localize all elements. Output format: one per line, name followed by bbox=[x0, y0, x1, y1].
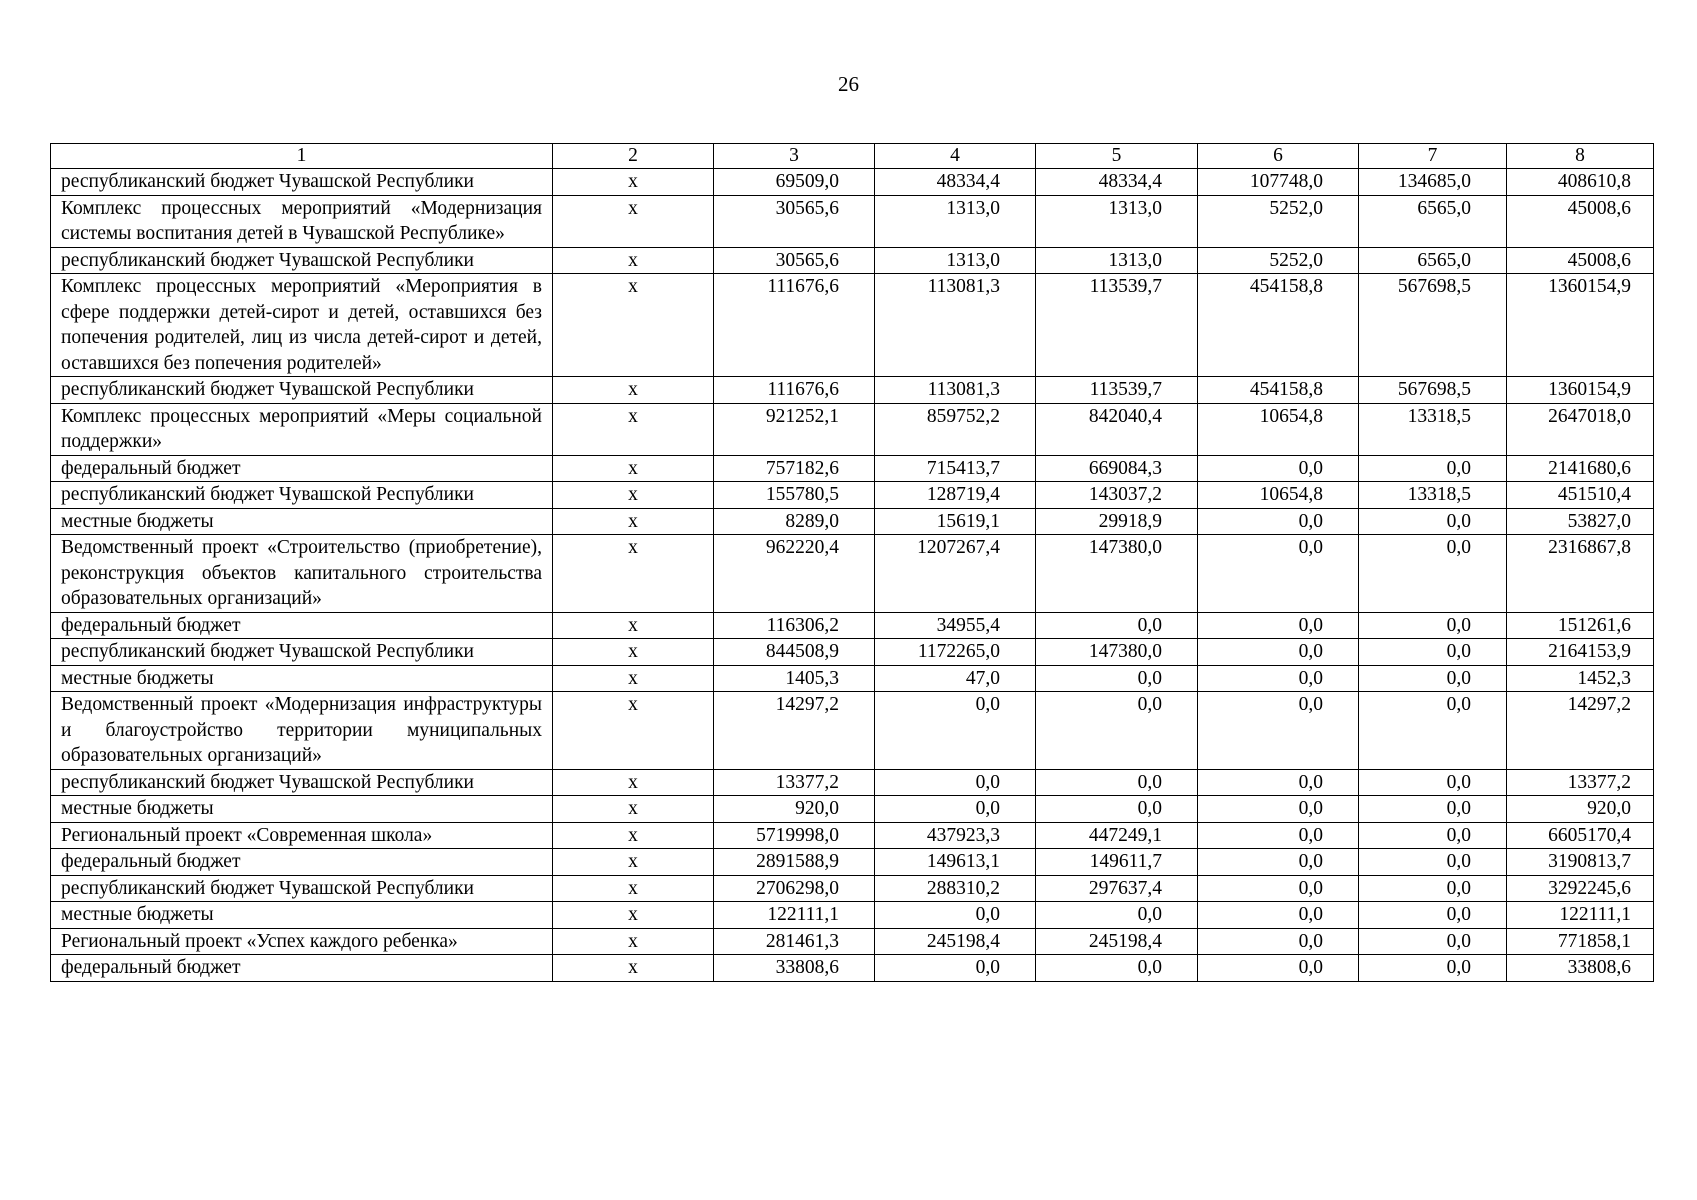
table-cell-value: 128719,4 bbox=[875, 482, 1036, 509]
table-cell-value: 13377,2 bbox=[714, 769, 875, 796]
table-cell-total: 45008,6 bbox=[1507, 195, 1654, 247]
table-cell-value: 245198,4 bbox=[1036, 928, 1198, 955]
column-header: 5 bbox=[1036, 144, 1198, 169]
table-cell-value: 5719998,0 bbox=[714, 822, 875, 849]
table-cell-code: х bbox=[553, 247, 714, 274]
column-header: 4 bbox=[875, 144, 1036, 169]
column-header: 3 bbox=[714, 144, 875, 169]
table-cell-value: 33808,6 bbox=[714, 955, 875, 982]
table-row bbox=[51, 665, 1654, 692]
table-cell-code: х bbox=[553, 169, 714, 196]
table-cell-code: х bbox=[553, 639, 714, 666]
table-row bbox=[51, 482, 1654, 509]
table-cell-value: 715413,7 bbox=[875, 455, 1036, 482]
budget-item-name: Региональный проект «Современная школа» bbox=[51, 822, 553, 849]
table-cell-value: 0,0 bbox=[1198, 612, 1359, 639]
table-cell-value: 962220,4 bbox=[714, 535, 875, 613]
table-cell-value: 116306,2 bbox=[714, 612, 875, 639]
table-cell-value: 113081,3 bbox=[875, 274, 1036, 377]
table-cell-value: 30565,6 bbox=[714, 195, 875, 247]
table-cell-value: 149611,7 bbox=[1036, 849, 1198, 876]
table-row bbox=[51, 274, 1654, 377]
table-cell-value: 0,0 bbox=[1198, 955, 1359, 982]
table-cell-total: 14297,2 bbox=[1507, 692, 1654, 770]
table-cell-value: 0,0 bbox=[1198, 639, 1359, 666]
table-cell-value: 0,0 bbox=[1359, 665, 1507, 692]
page-number: 26 bbox=[838, 72, 859, 96]
table-cell-value: 0,0 bbox=[1359, 455, 1507, 482]
table-cell-code: х bbox=[553, 822, 714, 849]
table-cell-value: 0,0 bbox=[1359, 955, 1507, 982]
table-cell-value: 567698,5 bbox=[1359, 274, 1507, 377]
table-cell-value: 281461,3 bbox=[714, 928, 875, 955]
table-cell-total: 2316867,8 bbox=[1507, 535, 1654, 613]
table-cell-value: 34955,4 bbox=[875, 612, 1036, 639]
table-cell-value: 842040,4 bbox=[1036, 403, 1198, 455]
table-cell-value: 437923,3 bbox=[875, 822, 1036, 849]
table-body bbox=[51, 169, 1654, 982]
table-cell-value: 10654,8 bbox=[1198, 482, 1359, 509]
budget-item-name: Комплекс процессных мероприятий «Модернизация системы воспитания детей в Чувашской Республике» bbox=[51, 195, 553, 247]
table-row bbox=[51, 377, 1654, 404]
table-cell-total: 3292245,6 bbox=[1507, 875, 1654, 902]
table-cell-value: 48334,4 bbox=[875, 169, 1036, 196]
table-row bbox=[51, 535, 1654, 613]
table-cell-value: 859752,2 bbox=[875, 403, 1036, 455]
table-cell-value: 447249,1 bbox=[1036, 822, 1198, 849]
table-cell-value: 0,0 bbox=[1036, 796, 1198, 823]
column-header: 8 bbox=[1507, 144, 1654, 169]
table-cell-value: 1313,0 bbox=[1036, 247, 1198, 274]
table-cell-value: 147380,0 bbox=[1036, 535, 1198, 613]
table-cell-code: х bbox=[553, 535, 714, 613]
table-cell-value: 844508,9 bbox=[714, 639, 875, 666]
table-cell-value: 0,0 bbox=[1359, 849, 1507, 876]
table-cell-value: 47,0 bbox=[875, 665, 1036, 692]
table-cell-value: 0,0 bbox=[1359, 692, 1507, 770]
budget-item-name: федеральный бюджет bbox=[51, 455, 553, 482]
table-cell-total: 451510,4 bbox=[1507, 482, 1654, 509]
table-cell-total: 53827,0 bbox=[1507, 508, 1654, 535]
table-cell-value: 0,0 bbox=[1359, 508, 1507, 535]
table-row bbox=[51, 875, 1654, 902]
table-cell-total: 771858,1 bbox=[1507, 928, 1654, 955]
table-cell-total: 6605170,4 bbox=[1507, 822, 1654, 849]
table-cell-value: 2891588,9 bbox=[714, 849, 875, 876]
table-row bbox=[51, 849, 1654, 876]
table-cell-value: 920,0 bbox=[714, 796, 875, 823]
table-cell-value: 0,0 bbox=[1359, 535, 1507, 613]
header-row bbox=[51, 144, 1654, 169]
table-cell-value: 1313,0 bbox=[875, 247, 1036, 274]
table-row bbox=[51, 796, 1654, 823]
table-cell-total: 1452,3 bbox=[1507, 665, 1654, 692]
table-cell-value: 30565,6 bbox=[714, 247, 875, 274]
table-cell-value: 113539,7 bbox=[1036, 377, 1198, 404]
table-cell-value: 0,0 bbox=[1036, 665, 1198, 692]
table-cell-value: 454158,8 bbox=[1198, 274, 1359, 377]
table-cell-value: 8289,0 bbox=[714, 508, 875, 535]
table-cell-value: 143037,2 bbox=[1036, 482, 1198, 509]
table-cell-value: 5252,0 bbox=[1198, 195, 1359, 247]
budget-item-name: республиканский бюджет Чувашской Республики bbox=[51, 875, 553, 902]
budget-table bbox=[50, 143, 1654, 982]
table-cell-value: 111676,6 bbox=[714, 377, 875, 404]
budget-item-name: республиканский бюджет Чувашской Республики bbox=[51, 169, 553, 196]
table-cell-total: 2647018,0 bbox=[1507, 403, 1654, 455]
table-cell-value: 155780,5 bbox=[714, 482, 875, 509]
table-cell-total: 1360154,9 bbox=[1507, 274, 1654, 377]
table-cell-total: 2164153,9 bbox=[1507, 639, 1654, 666]
table-cell-value: 0,0 bbox=[1198, 535, 1359, 613]
budget-item-name: местные бюджеты bbox=[51, 902, 553, 929]
table-cell-code: х bbox=[553, 875, 714, 902]
budget-item-name: республиканский бюджет Чувашской Республики bbox=[51, 247, 553, 274]
table-cell-value: 10654,8 bbox=[1198, 403, 1359, 455]
table-cell-total: 408610,8 bbox=[1507, 169, 1654, 196]
budget-item-name: Ведомственный проект «Строительство (приобретение), реконструкция объектов капитального строительства образовательных организаций» bbox=[51, 535, 553, 613]
column-header: 7 bbox=[1359, 144, 1507, 169]
table-cell-value: 1207267,4 bbox=[875, 535, 1036, 613]
table-cell-value: 48334,4 bbox=[1036, 169, 1198, 196]
table-cell-total: 151261,6 bbox=[1507, 612, 1654, 639]
table-row bbox=[51, 955, 1654, 982]
table-cell-value: 122111,1 bbox=[714, 902, 875, 929]
table-cell-value: 0,0 bbox=[1198, 796, 1359, 823]
table-cell-value: 13318,5 bbox=[1359, 403, 1507, 455]
table-header bbox=[51, 144, 1654, 169]
column-header: 6 bbox=[1198, 144, 1359, 169]
table-cell-value: 757182,6 bbox=[714, 455, 875, 482]
table-cell-value: 111676,6 bbox=[714, 274, 875, 377]
budget-item-name: местные бюджеты bbox=[51, 796, 553, 823]
table-cell-value: 1405,3 bbox=[714, 665, 875, 692]
table-cell-code: х bbox=[553, 928, 714, 955]
budget-item-name: местные бюджеты bbox=[51, 508, 553, 535]
table-cell-total: 13377,2 bbox=[1507, 769, 1654, 796]
table-cell-value: 0,0 bbox=[1198, 902, 1359, 929]
table-cell-value: 921252,1 bbox=[714, 403, 875, 455]
table-cell-code: х bbox=[553, 955, 714, 982]
table-cell-total: 2141680,6 bbox=[1507, 455, 1654, 482]
budget-item-name: местные бюджеты bbox=[51, 665, 553, 692]
table-cell-code: х bbox=[553, 403, 714, 455]
table-cell-value: 0,0 bbox=[875, 796, 1036, 823]
budget-item-name: республиканский бюджет Чувашской Республики bbox=[51, 769, 553, 796]
table-cell-value: 669084,3 bbox=[1036, 455, 1198, 482]
table-cell-total: 1360154,9 bbox=[1507, 377, 1654, 404]
budget-item-name: Комплекс процессных мероприятий «Мероприятия в сфере поддержки детей-сирот и детей, оставшихся без попечения родителей, лиц из числа детей-сирот и детей, оставшихся без попечения родителей» bbox=[51, 274, 553, 377]
table-cell-value: 0,0 bbox=[1359, 796, 1507, 823]
table-row bbox=[51, 169, 1654, 196]
table-cell-value: 567698,5 bbox=[1359, 377, 1507, 404]
table-cell-value: 0,0 bbox=[1359, 612, 1507, 639]
table-cell-value: 149613,1 bbox=[875, 849, 1036, 876]
table-cell-code: х bbox=[553, 508, 714, 535]
table-row bbox=[51, 692, 1654, 770]
table-cell-value: 134685,0 bbox=[1359, 169, 1507, 196]
table-cell-code: х bbox=[553, 796, 714, 823]
table-cell-value: 0,0 bbox=[1359, 902, 1507, 929]
budget-item-name: Региональный проект «Успех каждого ребенка» bbox=[51, 928, 553, 955]
table-cell-value: 5252,0 bbox=[1198, 247, 1359, 274]
table-cell-value: 0,0 bbox=[1198, 822, 1359, 849]
column-header: 1 bbox=[51, 144, 553, 169]
table-cell-value: 0,0 bbox=[1198, 849, 1359, 876]
table-cell-code: х bbox=[553, 377, 714, 404]
table-cell-value: 29918,9 bbox=[1036, 508, 1198, 535]
table-cell-value: 1172265,0 bbox=[875, 639, 1036, 666]
budget-item-name: Комплекс процессных мероприятий «Меры социальной поддержки» bbox=[51, 403, 553, 455]
table-cell-value: 14297,2 bbox=[714, 692, 875, 770]
table-cell-value: 0,0 bbox=[1036, 902, 1198, 929]
column-header: 2 bbox=[553, 144, 714, 169]
table-row bbox=[51, 928, 1654, 955]
table-cell-value: 1313,0 bbox=[875, 195, 1036, 247]
table-cell-value: 0,0 bbox=[1359, 769, 1507, 796]
table-cell-code: х bbox=[553, 902, 714, 929]
table-cell-value: 0,0 bbox=[875, 955, 1036, 982]
table-cell-code: х bbox=[553, 612, 714, 639]
table-row bbox=[51, 455, 1654, 482]
table-cell-code: х bbox=[553, 482, 714, 509]
table-cell-value: 0,0 bbox=[1036, 955, 1198, 982]
table-cell-value: 6565,0 bbox=[1359, 247, 1507, 274]
table-row bbox=[51, 822, 1654, 849]
table-cell-value: 15619,1 bbox=[875, 508, 1036, 535]
table-cell-value: 0,0 bbox=[1198, 875, 1359, 902]
table-cell-value: 297637,4 bbox=[1036, 875, 1198, 902]
table-cell-value: 2706298,0 bbox=[714, 875, 875, 902]
table-cell-code: х bbox=[553, 195, 714, 247]
table-cell-total: 122111,1 bbox=[1507, 902, 1654, 929]
table-cell-value: 6565,0 bbox=[1359, 195, 1507, 247]
budget-item-name: Ведомственный проект «Модернизация инфраструктуры и благоустройство территории муниципальных образовательных организаций» bbox=[51, 692, 553, 770]
table-cell-value: 0,0 bbox=[1036, 612, 1198, 639]
table-cell-value: 0,0 bbox=[1198, 665, 1359, 692]
table-cell-value: 13318,5 bbox=[1359, 482, 1507, 509]
table-cell-value: 147380,0 bbox=[1036, 639, 1198, 666]
table-row bbox=[51, 639, 1654, 666]
table-cell-value: 113081,3 bbox=[875, 377, 1036, 404]
table-row bbox=[51, 403, 1654, 455]
table-cell-value: 0,0 bbox=[875, 692, 1036, 770]
table-cell-total: 33808,6 bbox=[1507, 955, 1654, 982]
budget-item-name: республиканский бюджет Чувашской Республики bbox=[51, 639, 553, 666]
table-cell-value: 107748,0 bbox=[1198, 169, 1359, 196]
table-cell-code: х bbox=[553, 769, 714, 796]
table-row bbox=[51, 247, 1654, 274]
table-cell-total: 3190813,7 bbox=[1507, 849, 1654, 876]
table-cell-value: 0,0 bbox=[875, 902, 1036, 929]
table-cell-value: 0,0 bbox=[875, 769, 1036, 796]
table-cell-value: 0,0 bbox=[1198, 692, 1359, 770]
budget-item-name: федеральный бюджет bbox=[51, 955, 553, 982]
table-cell-value: 288310,2 bbox=[875, 875, 1036, 902]
table-cell-value: 0,0 bbox=[1359, 822, 1507, 849]
table-cell-value: 113539,7 bbox=[1036, 274, 1198, 377]
table-cell-value: 0,0 bbox=[1359, 875, 1507, 902]
budget-item-name: республиканский бюджет Чувашской Республики bbox=[51, 482, 553, 509]
budget-item-name: республиканский бюджет Чувашской Республики bbox=[51, 377, 553, 404]
table-cell-code: х bbox=[553, 274, 714, 377]
table-cell-code: х bbox=[553, 692, 714, 770]
table-cell-value: 0,0 bbox=[1198, 769, 1359, 796]
table-cell-value: 245198,4 bbox=[875, 928, 1036, 955]
table-cell-total: 45008,6 bbox=[1507, 247, 1654, 274]
table-row bbox=[51, 508, 1654, 535]
table-cell-value: 0,0 bbox=[1359, 928, 1507, 955]
table-cell-total: 920,0 bbox=[1507, 796, 1654, 823]
table-cell-value: 0,0 bbox=[1198, 928, 1359, 955]
table-cell-code: х bbox=[553, 665, 714, 692]
table-cell-value: 69509,0 bbox=[714, 169, 875, 196]
table-cell-code: х bbox=[553, 849, 714, 876]
budget-item-name: федеральный бюджет bbox=[51, 612, 553, 639]
table-row bbox=[51, 902, 1654, 929]
table-row bbox=[51, 769, 1654, 796]
table-row bbox=[51, 195, 1654, 247]
table-row bbox=[51, 612, 1654, 639]
table-cell-code: х bbox=[553, 455, 714, 482]
table-cell-value: 0,0 bbox=[1036, 769, 1198, 796]
table-cell-value: 1313,0 bbox=[1036, 195, 1198, 247]
table-cell-value: 0,0 bbox=[1036, 692, 1198, 770]
table-cell-value: 454158,8 bbox=[1198, 377, 1359, 404]
table-cell-value: 0,0 bbox=[1198, 508, 1359, 535]
table-cell-value: 0,0 bbox=[1198, 455, 1359, 482]
table-cell-value: 0,0 bbox=[1359, 639, 1507, 666]
budget-item-name: федеральный бюджет bbox=[51, 849, 553, 876]
